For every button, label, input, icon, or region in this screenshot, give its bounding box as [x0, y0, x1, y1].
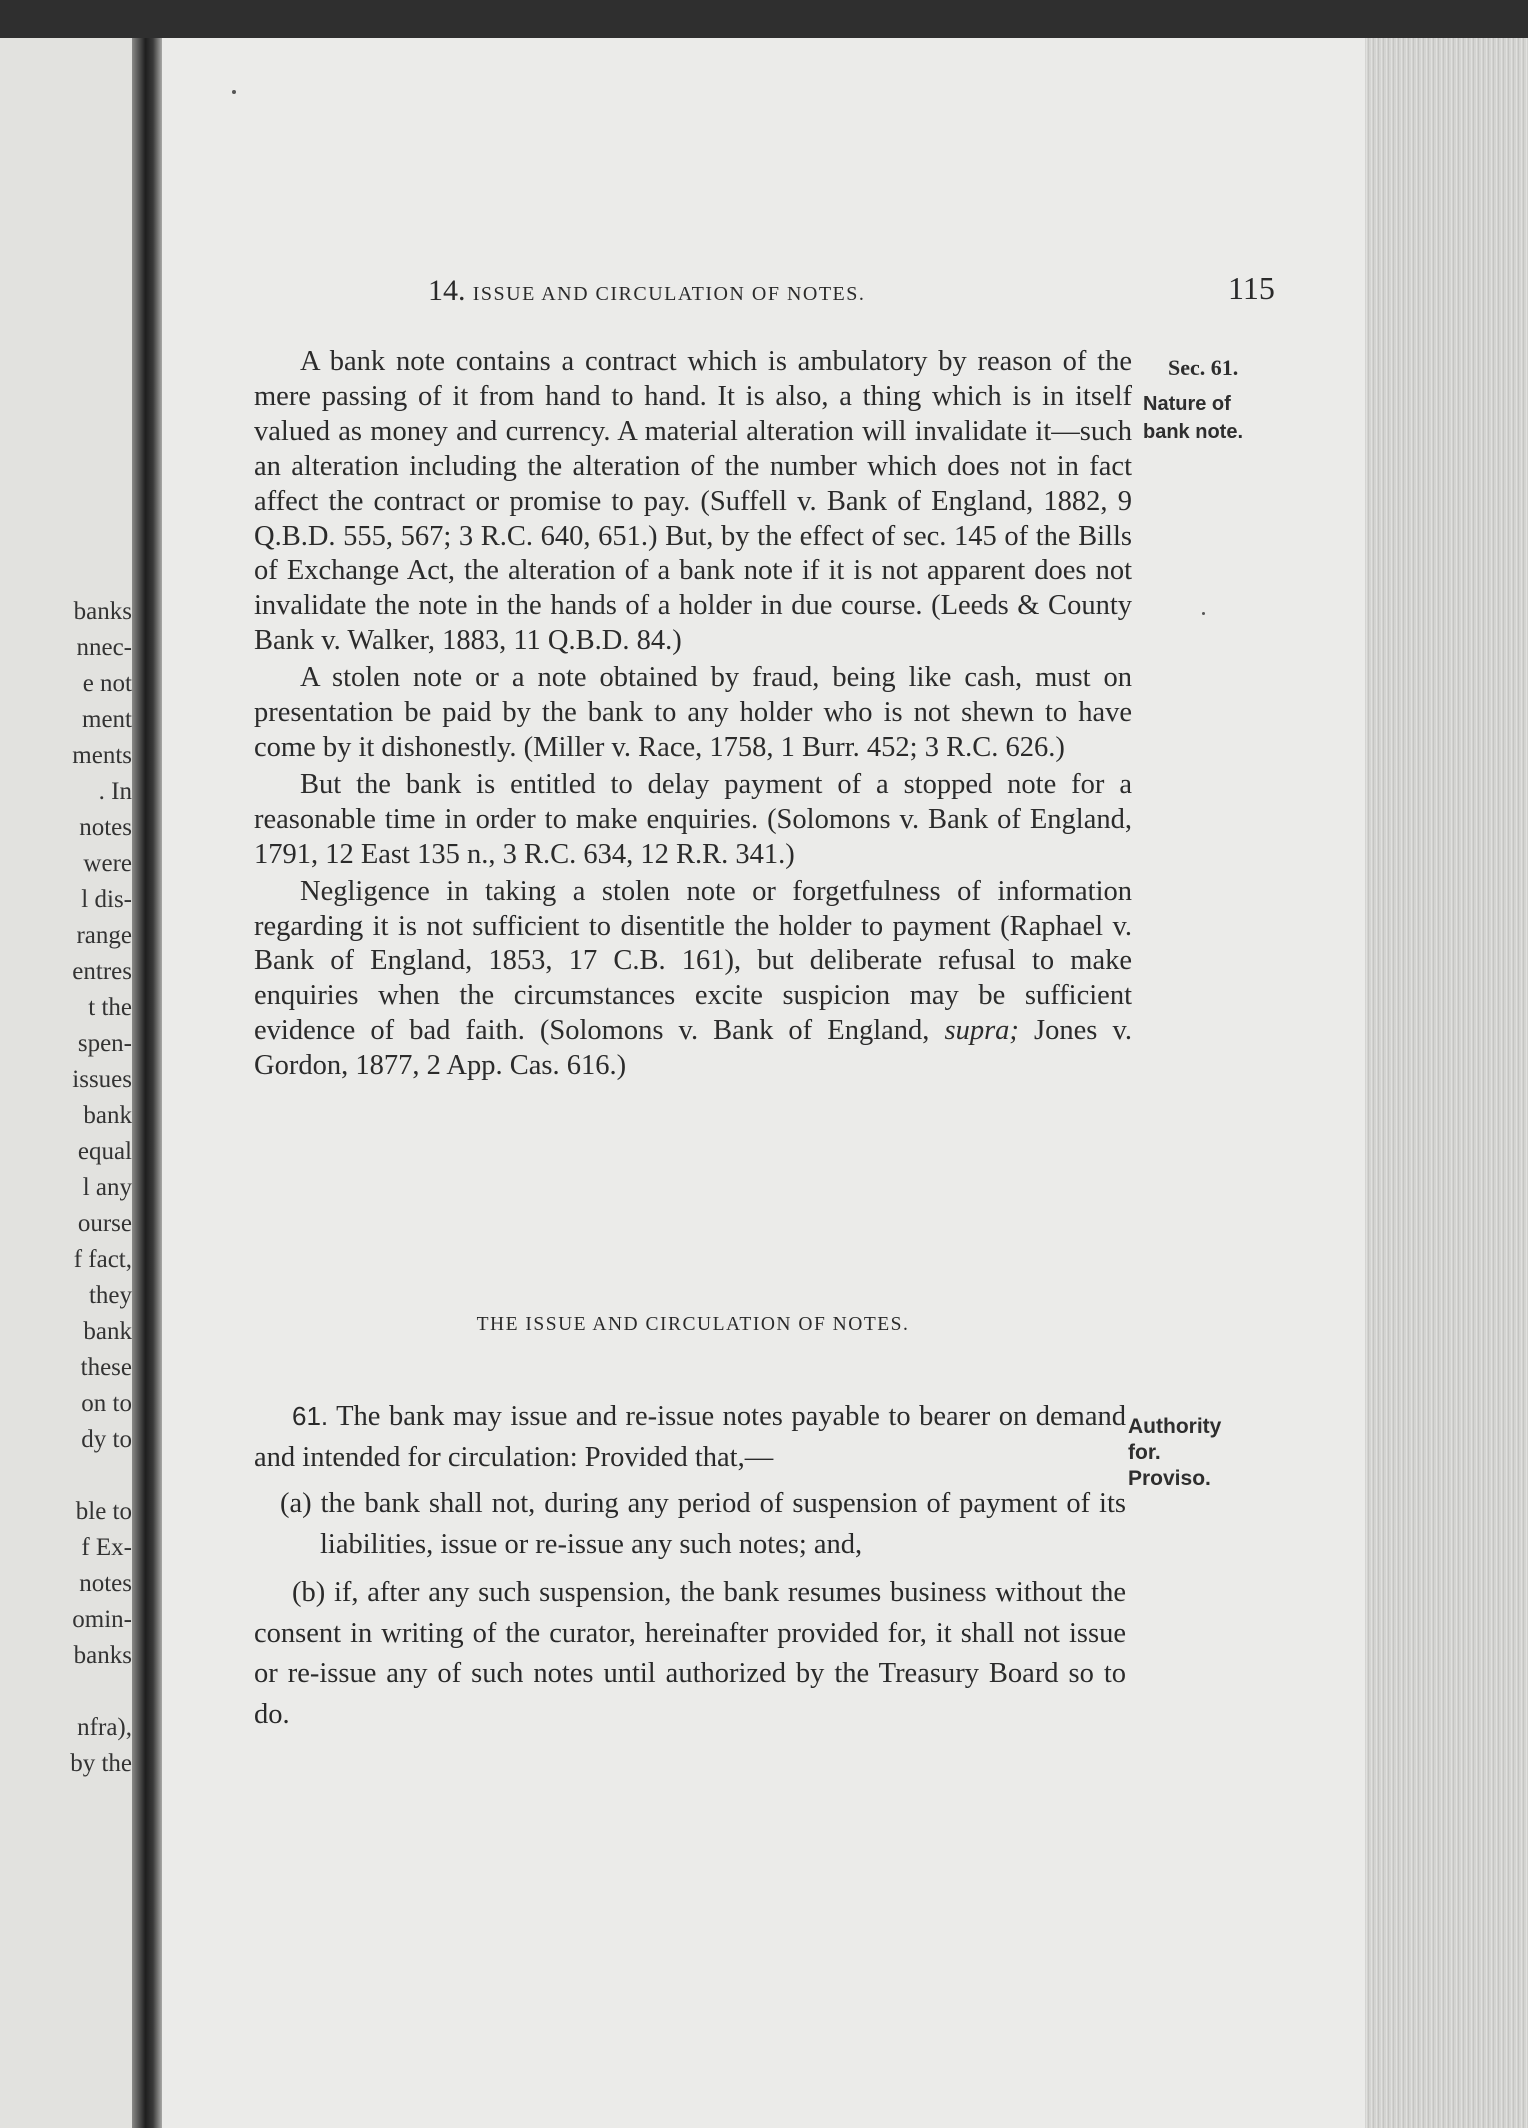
proviso-label: (a)	[280, 1488, 312, 1519]
margin-note-section: Sec. 61.	[1168, 355, 1239, 380]
proviso-a	[254, 1484, 1126, 1565]
left-page-line: . In	[98, 778, 132, 805]
left-page-line: banks	[73, 1642, 132, 1669]
statute-section-61	[254, 1396, 1126, 1735]
left-page-line: l any	[82, 1174, 132, 1201]
page-number: 115	[1228, 270, 1275, 306]
left-page-line: range	[76, 922, 132, 949]
margin-note-line: for.	[1128, 1441, 1161, 1464]
left-page-line: t the	[88, 994, 132, 1021]
scan-top-border	[0, 0, 1528, 38]
left-line-gap	[0, 1674, 132, 1710]
left-page-line: spen-	[77, 1030, 132, 1057]
left-page-line: on to	[81, 1390, 132, 1417]
margin-note-nature	[1143, 390, 1243, 446]
left-page-line: notes	[79, 814, 132, 841]
left-page-line: notes	[79, 1570, 132, 1597]
margin-note-line: Proviso.	[1128, 1467, 1211, 1490]
left-page-line: f fact,	[73, 1246, 132, 1273]
left-page-line: issues	[72, 1066, 132, 1093]
proviso-text: if, after any such suspension, the bank resumes business without the consent in writing of the curator, hereinafter provided for, it shall not issue or re-issue any of such notes until authorized by the Treasury Board so to do.	[254, 1577, 1126, 1730]
left-page-line: they	[88, 1282, 132, 1309]
left-page-line: banks	[73, 598, 132, 625]
left-page-line: were	[83, 850, 132, 877]
statute-text: The bank may issue and re-issue notes payable to bearer on demand and intended for circulation: Provided that,—	[254, 1401, 1126, 1473]
margin-note-line: Authority	[1128, 1415, 1222, 1438]
left-page-line: ments	[72, 742, 132, 769]
chapter-title: ISSUE AND CIRCULATION OF NOTES.	[472, 283, 866, 305]
paragraph-text: Negligence in taking a stolen note or forgetfulness of information regarding it is not sufficient to disentitle the holder to payment (Raphael v. Bank of England, 1853, 17 C.B. 161), but deliberate refusal to make enquiries when the circumstances excite suspicion may be sufficient evidence of bad faith. (Solomons v. Bank of England,	[254, 875, 1132, 1047]
chapter-number: 14.	[428, 274, 466, 307]
left-page-line: ble to	[75, 1498, 132, 1525]
section-heading: THE ISSUE AND CIRCULATION OF NOTES.	[476, 1314, 910, 1335]
paragraph-text: Jones v. Gordon, 1877, 2 App. Cas. 616.)	[254, 1015, 1133, 1082]
paragraph: But the bank is entitled to delay payment of a stopped note for a reasonable time in order to make enquiries. (Solomons v. Bank of England, 1791, 12 East 135 n., 3 R.C. 634, 12 R.R. 341.)	[254, 768, 1132, 870]
paragraph	[254, 875, 1132, 1084]
paragraph: A stolen note or a note obtained by fraud, being like cash, must on presentation be paid by the bank to any holder who is not shewn to have come by it dishonestly. (Miller v. Race, 1758, 1 Burr. 452; 3 R.C. 626.)	[254, 662, 1132, 763]
commentary-text	[254, 345, 1132, 1084]
left-page-line: bank	[83, 1102, 132, 1129]
left-line-gap	[0, 1458, 132, 1494]
margin-note-line: Nature of	[1143, 393, 1231, 415]
dust-speck	[232, 90, 236, 94]
left-page-line: e not	[82, 670, 132, 697]
facing-page-left	[0, 38, 145, 2128]
dust-speck	[1202, 612, 1205, 615]
left-page-line: entres	[72, 958, 132, 985]
margin-note-authority	[1128, 1414, 1221, 1492]
left-page-line: dy to	[81, 1426, 132, 1453]
proviso-text: the bank shall not, during any period of suspension of payment of its liabilities, issue or re-issue any such notes; and,	[311, 1488, 1126, 1560]
italic-citation: supra;	[944, 1015, 1019, 1047]
left-page-line: by the	[70, 1750, 132, 1777]
left-page-line: ourse	[77, 1210, 132, 1237]
left-page-line: f Ex-	[81, 1534, 132, 1561]
proviso-label: (b)	[292, 1577, 326, 1608]
book-gutter	[132, 38, 162, 2128]
left-page-line: ment	[82, 706, 132, 733]
left-page-line: nfra),	[77, 1714, 132, 1741]
facing-page-text-fragments	[0, 594, 132, 1782]
left-page-line: equal	[77, 1138, 132, 1165]
left-page-line: these	[80, 1354, 132, 1381]
running-head	[428, 274, 948, 308]
left-page-line: nnec-	[76, 634, 132, 661]
section-number: 61.	[292, 1401, 329, 1431]
left-page-line: omin-	[72, 1606, 132, 1633]
proviso-b	[254, 1573, 1126, 1735]
margin-note-line: bank note.	[1143, 421, 1244, 443]
statute-intro	[254, 1396, 1126, 1478]
left-page-line: l dis-	[81, 886, 132, 913]
page-edges-stack	[1365, 38, 1528, 2128]
paragraph: A bank note contains a contract which is ambulatory by reason of the mere passing of it from hand to hand. It is also, a thing which is in itself valued as money and currency. A material alteration will invalidate it—such an alteration including the alteration of the number which does not in fact affect the contract or promise to pay. (Suffell v. Bank of England, 1882, 9 Q.B.D. 555, 567; 3 R.C. 640, 651.) But, by the effect of sec. 145 of the Bills of Exchange Act, the alteration of a bank note if it is not apparent does not invalidate the note in the hands of a holder in due course. (Leeds & County Bank v. Walker, 1883, 11 Q.B.D. 84.)	[254, 346, 1132, 657]
left-page-line: bank	[83, 1318, 132, 1345]
